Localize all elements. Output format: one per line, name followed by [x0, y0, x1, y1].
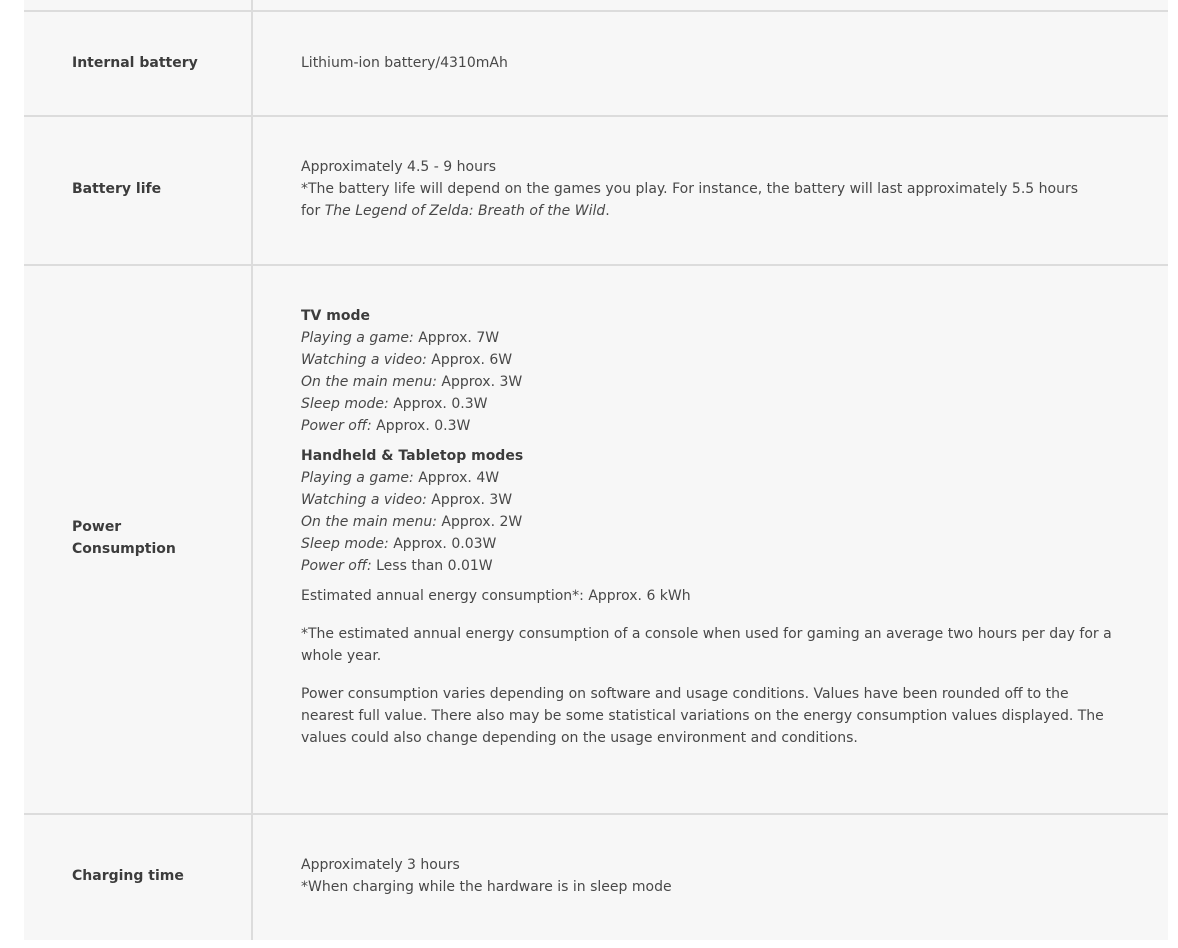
item-name: Playing a game: — [301, 470, 414, 486]
text-prefix: for — [301, 203, 325, 219]
annual-energy: Estimated annual energy consumption*: Approx. 6 kWh — [301, 588, 691, 604]
item-name: Watching a video: — [301, 352, 427, 368]
list-item — [301, 371, 1121, 393]
handheld-mode-heading: Handheld & Tabletop modes — [301, 448, 524, 464]
charging-duration: Approximately 3 hours — [301, 857, 460, 873]
item-name: Playing a game: — [301, 330, 414, 346]
spec-label: Internal battery — [72, 55, 198, 71]
battery-life-note: *The battery life will depend on the games you play. For instance, the battery will last approximately 5.5 hours — [301, 181, 1078, 197]
spec-value — [301, 156, 1121, 222]
list-item — [301, 467, 1121, 489]
item-value: Approx. 4W — [413, 470, 500, 486]
spec-row-charging-time — [24, 815, 1168, 940]
item-name: Sleep mode: — [301, 396, 389, 412]
handheld-mode-section — [301, 445, 1121, 577]
power-disclaimer: Power consumption varies depending on software and usage conditions. Values have been rounded off to the nearest full value. There also may be some statistical variations on the energy consumption values displayed. The values could also change depending on the usage environment and conditions. — [301, 686, 1104, 746]
spec-row-internal-battery — [24, 12, 1168, 115]
spec-value — [301, 305, 1121, 749]
item-name: Power off: — [301, 558, 372, 574]
spec-row-power-consumption — [24, 266, 1168, 813]
game-title: The Legend of Zelda: Breath of the Wild — [324, 203, 606, 219]
spec-row-battery-life — [24, 117, 1168, 264]
spec-label: Charging time — [72, 868, 184, 884]
spec-value: Lithium-ion battery/4310mAh — [301, 55, 508, 71]
charging-note: *When charging while the hardware is in sleep mode — [301, 879, 672, 895]
tv-mode-heading: TV mode — [301, 308, 370, 324]
item-name: Watching a video: — [301, 492, 427, 508]
item-value: Approx. 0.3W — [371, 418, 471, 434]
item-value: Approx. 6W — [426, 352, 513, 368]
spec-value — [301, 854, 1121, 898]
list-item — [301, 349, 1121, 371]
list-item — [301, 393, 1121, 415]
list-item — [301, 327, 1121, 349]
item-value: Approx. 2W — [436, 514, 523, 530]
battery-life-example — [301, 200, 1121, 222]
battery-life-range: Approximately 4.5 - 9 hours — [301, 159, 496, 175]
spec-label: Battery life — [72, 181, 162, 197]
item-value: Approx. 0.03W — [388, 536, 497, 552]
text-suffix: . — [605, 203, 610, 219]
item-name: Power off: — [301, 418, 372, 434]
annual-energy-note: *The estimated annual energy consumption of a console when used for gaming an average two hours per day for a whole year. — [301, 626, 1112, 664]
list-item — [301, 415, 1121, 437]
tv-mode-section — [301, 305, 1121, 437]
list-item — [301, 555, 1121, 577]
list-item — [301, 533, 1121, 555]
item-value: Approx. 7W — [413, 330, 500, 346]
item-name: On the main menu: — [301, 514, 437, 530]
item-value: Approx. 3W — [426, 492, 513, 508]
spec-label: Power Consumption — [72, 519, 176, 557]
item-value: Approx. 0.3W — [388, 396, 488, 412]
item-value: Less than 0.01W — [371, 558, 493, 574]
list-item — [301, 511, 1121, 533]
list-item — [301, 489, 1121, 511]
item-value: Approx. 3W — [436, 374, 523, 390]
item-name: Sleep mode: — [301, 536, 389, 552]
item-name: On the main menu: — [301, 374, 437, 390]
specs-table — [24, 0, 1168, 940]
